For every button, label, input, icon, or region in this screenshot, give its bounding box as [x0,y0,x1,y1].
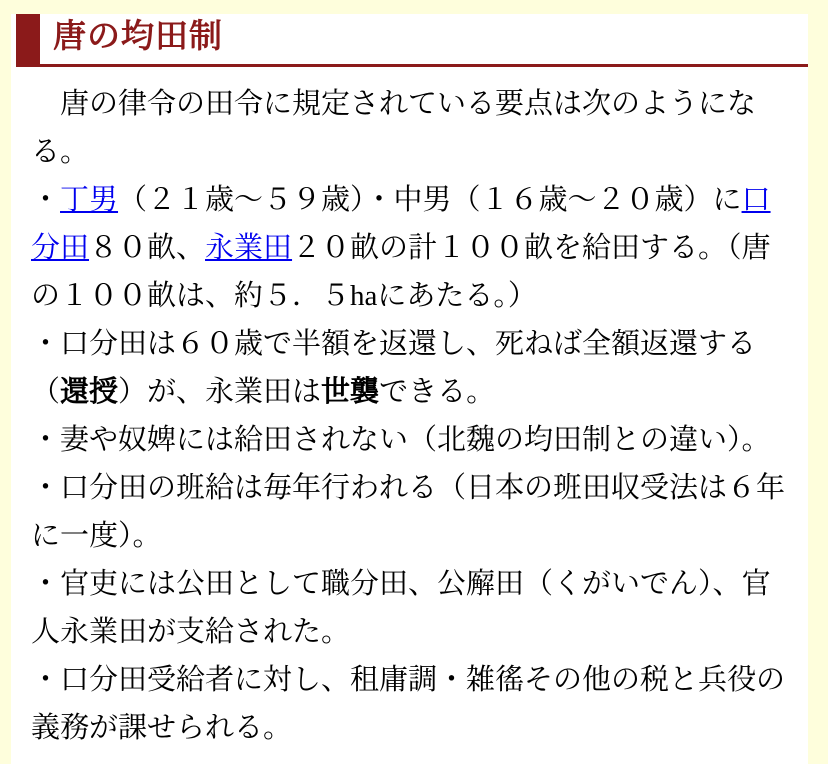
paragraph [31,560,793,656]
article-body [31,80,793,752]
text-run: ２０畝の計１００畝を給田する。（唐の１００畝は、約５．５haにあたる。） [31,232,771,312]
content-area [11,14,808,764]
text-run: ・口分田受給者に対し、租庸調・雑徭その他の税と兵役の義務が課せられる。 [31,664,786,744]
bold-term: 世襲 [321,376,380,408]
paragraph [31,80,793,176]
text-run: ・ [31,184,61,216]
paragraph [31,416,793,464]
page-title [16,14,808,67]
text-run: ・妻や奴婢には給田されない（北魏の均田制との違い）。 [31,424,771,456]
text-run: ・口分田の班給は毎年行われる（日本の班田収受法は６年に一度）。 [31,472,786,552]
page-background [0,14,828,764]
text-run: できる。 [379,376,496,408]
paragraph [31,656,793,752]
link-kubunden[interactable]: 口分田 [31,184,771,264]
text-run: ）が、永業田は [118,376,322,408]
link-teidan[interactable]: 丁男 [60,184,119,216]
paragraph [31,320,793,416]
link-eigyouden[interactable]: 永業田 [205,232,293,264]
paragraph [31,464,793,560]
text-run: 唐の律令の田令に規定されている要点は次のようになる。 [31,88,757,168]
page-title-text: 唐の均田制 [53,19,223,55]
paragraph [31,176,793,320]
bold-term: 還授 [60,376,119,408]
text-run: ・口分田は６０歳で半額を返還し、死ねば全額返還する（ [31,328,757,408]
text-run: （２１歳～５９歳）・中男（１６歳～２０歳）に [118,184,742,216]
text-run: ・官吏には公田として職分田、公廨田（くがいでん）、官人永業田が支給された。 [31,568,771,648]
text-run: ８０畝、 [89,232,206,264]
